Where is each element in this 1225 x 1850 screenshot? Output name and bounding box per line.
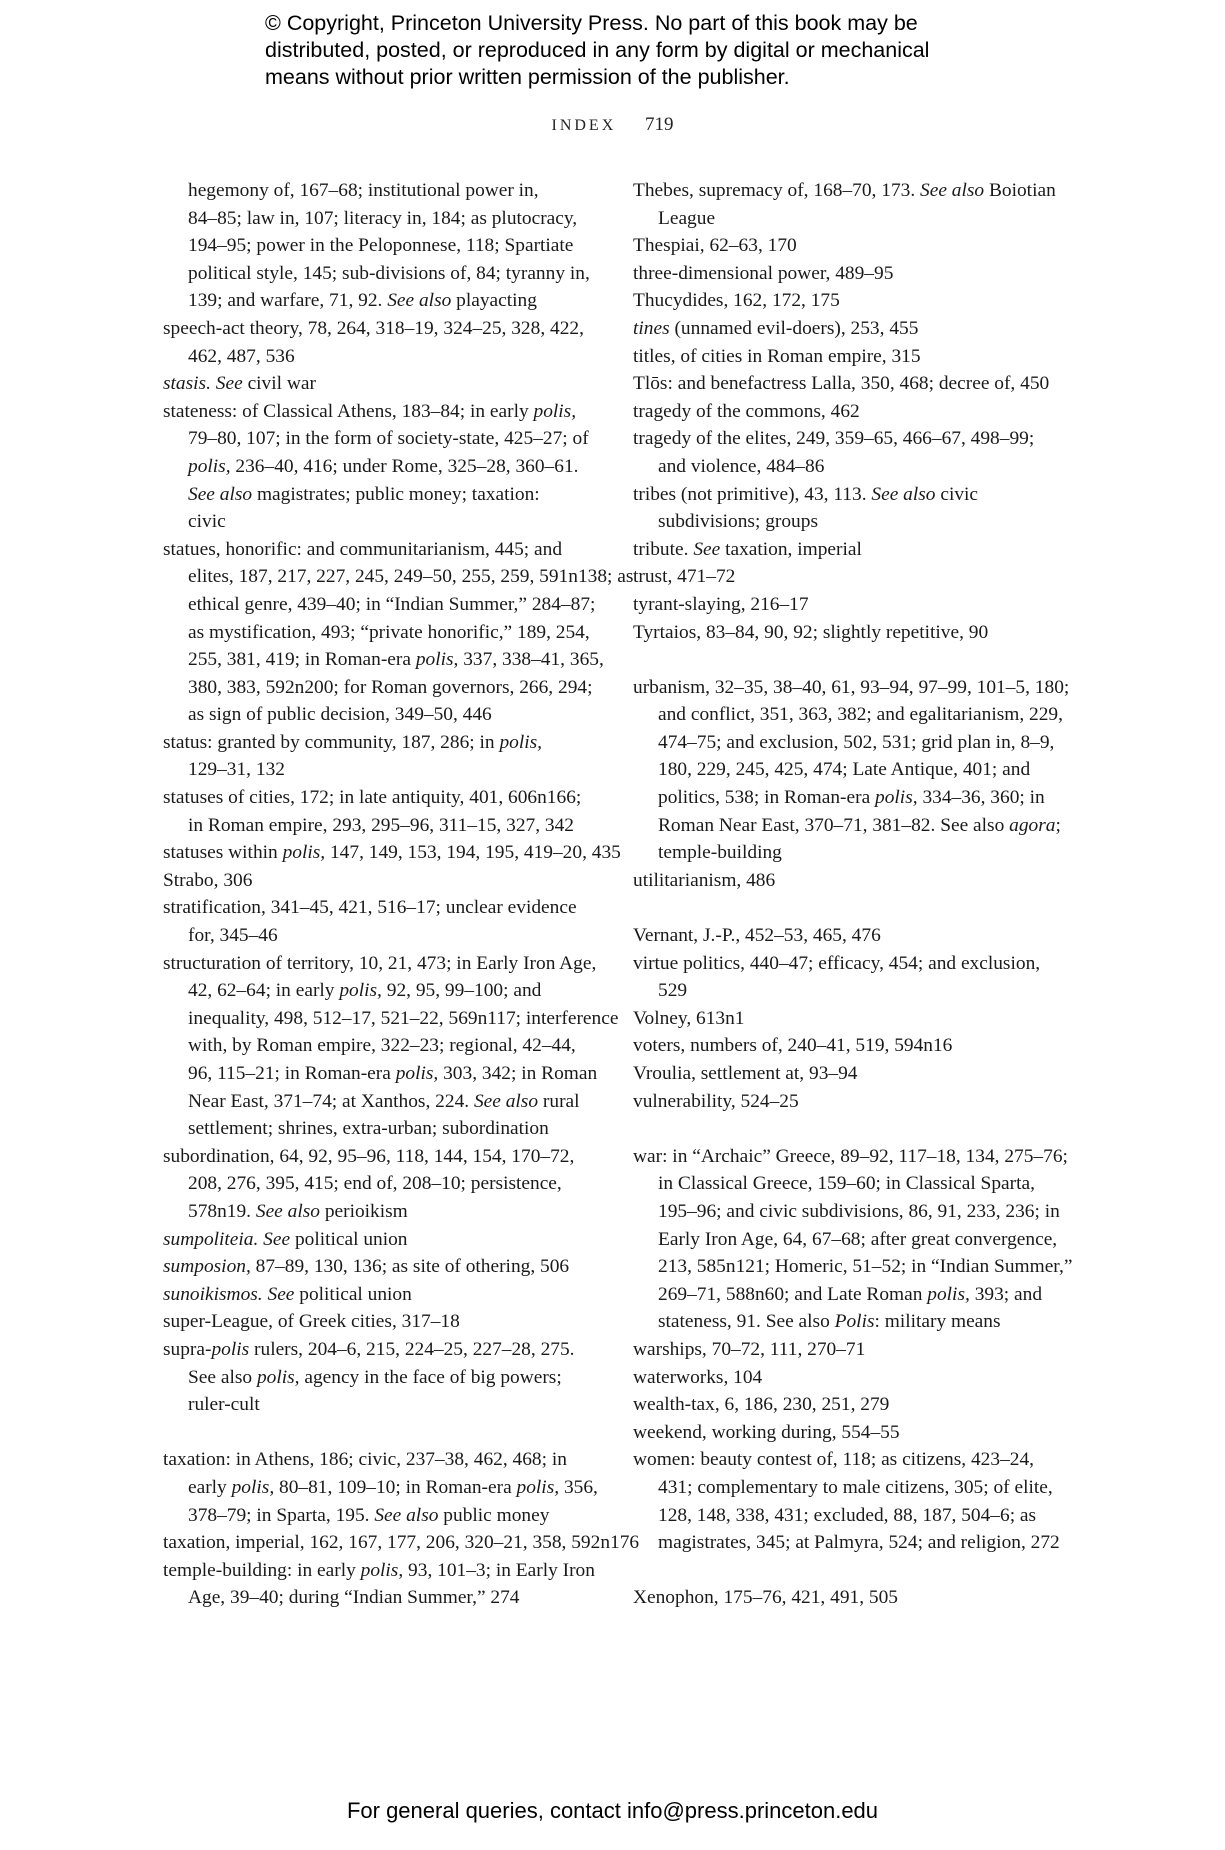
index-text: (unnamed evil-doers), 253, 455 [669, 317, 919, 339]
index-column-right [633, 177, 1081, 1612]
index-entry-continuation [633, 1253, 1081, 1281]
index-text: voters, numbers of, 240–41, 519, 594n16 [633, 1035, 953, 1057]
index-text: Xenophon, 175–76, 421, 491, 505 [633, 1587, 898, 1609]
index-entry [633, 398, 1081, 426]
index-text: Thespiai, 62–63, 170 [633, 235, 797, 257]
index-text: perioikism [319, 1200, 408, 1222]
index-entry [163, 1557, 611, 1585]
index-entry-continuation [163, 1170, 611, 1198]
index-text: 194–95; power in the Peloponnese, 118; Spartiate [188, 235, 574, 257]
index-text: 255, 381, 419; in Roman-era [188, 649, 416, 671]
index-text: 474–75; and exclusion, 502, 531; grid plan in, 8–9, [658, 731, 1055, 753]
index-text: 84–85; law in, 107; literacy in, 184; as plutocracy, [188, 207, 578, 229]
index-entry-continuation [633, 1474, 1081, 1502]
copyright-line: © Copyright, Princeton University Press. No part of this book may be [265, 11, 918, 35]
index-text-italic: polis, [339, 980, 382, 1002]
index-text: 208, 276, 395, 415; end of, 208–10; persistence, [188, 1173, 562, 1195]
index-text: public money [438, 1504, 550, 1526]
index-entry-continuation [163, 1474, 611, 1502]
entry-gap [633, 1557, 1081, 1585]
index-text: politics, 538; in Roman-era [658, 787, 876, 809]
index-text: 213, 585n121; Homeric, 51–52; in “Indian Summer,” [658, 1256, 1073, 1278]
index-text: 128, 148, 338, 431; excluded, 88, 187, 504–6; as [658, 1504, 1037, 1526]
index-entry-continuation [163, 674, 611, 702]
index-text-italic: See also [255, 1200, 320, 1222]
index-text: speech-act theory, 78, 264, 318–19, 324–25, 328, 422, [163, 317, 584, 339]
index-text: 431; complementary to male citizens, 305; of elite, [658, 1476, 1053, 1498]
index-text: Thucydides, 162, 172, 175 [633, 290, 840, 312]
index-text: utilitarianism, 486 [633, 869, 776, 891]
index-entry [633, 1143, 1081, 1171]
index-text: stratification, 341–45, 421, 516–17; unclear evidence [163, 897, 577, 919]
index-text: League [658, 207, 716, 229]
index-entry [163, 894, 611, 922]
index-text: status: granted by community, 187, 286; in [163, 731, 500, 753]
index-text: weekend, working during, 554–55 [633, 1421, 900, 1443]
index-entry [163, 950, 611, 978]
index-entry [163, 1336, 611, 1364]
index-entry-continuation [633, 729, 1081, 757]
index-text: titles, of cities in Roman empire, 315 [633, 345, 921, 367]
index-text: ; [1055, 814, 1061, 836]
index-entry [163, 398, 611, 426]
index-entry-continuation [633, 977, 1081, 1005]
index-text-italic: polis, [875, 787, 918, 809]
index-text: hegemony of, 167–68; institutional power in, [188, 180, 539, 201]
index-text: 87–89, 130, 136; as site of othering, 506 [250, 1256, 570, 1278]
index-entry [633, 1060, 1081, 1088]
index-entry-continuation [163, 481, 611, 509]
index-entry-continuation [163, 701, 611, 729]
index-text: trust, 471–72 [633, 566, 736, 588]
index-text: taxation: in Athens, 186; civic, 237–38, 462, 468; in [163, 1449, 567, 1471]
index-text: , 93, 101–3; in Early Iron [398, 1559, 595, 1581]
index-entry [163, 839, 621, 867]
index-entry-continuation [163, 1088, 611, 1116]
index-entry-continuation [163, 205, 611, 233]
page-number: 719 [645, 114, 674, 135]
index-text: three-dimensional power, 489–95 [633, 262, 894, 284]
index-entry-continuation [163, 922, 611, 950]
index-text: taxation, imperial, 162, 167, 177, 206, 320–21, 358, 592n176 [163, 1532, 640, 1554]
index-entry-continuation [163, 1391, 611, 1419]
index-entry [633, 260, 1081, 288]
index-entry [633, 481, 1081, 509]
index-text: agency in the face of big powers; [299, 1366, 562, 1388]
index-text: as mystification, 493; “private honorific,” 189, 254, [188, 621, 590, 643]
index-entry [163, 1143, 611, 1171]
copyright-line: distributed, posted, or reproduced in any form by digital or mechanical [265, 38, 930, 62]
index-text-italic: See also [920, 180, 985, 201]
index-text: as sign of public decision, 349–50, 446 [188, 704, 492, 726]
index-text: 462, 487, 536 [188, 345, 295, 367]
index-entry-continuation [163, 591, 611, 619]
index-entry-continuation [163, 1032, 611, 1060]
index-text: ruler-cult [188, 1394, 260, 1416]
index-text: and violence, 484–86 [658, 455, 825, 477]
index-text: 334–36, 360; in [917, 787, 1045, 809]
index-entry [633, 425, 1081, 453]
index-entry-continuation [163, 646, 611, 674]
index-text-italic: See also [188, 483, 253, 505]
index-entry [163, 1308, 611, 1336]
index-text: temple-building: in early [163, 1559, 361, 1581]
index-text: stateness: of Classical Athens, 183–84; in early [163, 400, 534, 422]
index-text-italic: See also [871, 483, 936, 505]
index-text: 269–71, 588n60; and Late Roman [658, 1283, 928, 1305]
index-text: 378–79; in Sparta, 195. [188, 1504, 375, 1526]
index-text: magistrates; public money; taxation: [252, 483, 540, 505]
index-entry [163, 1529, 640, 1557]
index-text-italic: sunoikismos. See [163, 1283, 295, 1305]
footer-contact: For general queries, contact info@press.princeton.edu [346, 1798, 879, 1823]
index-text: supra- [163, 1338, 212, 1360]
index-text: Vroulia, settlement at, 93–94 [633, 1063, 858, 1084]
index-text-italic: stasis. See [163, 373, 243, 395]
index-entry [633, 1584, 1081, 1612]
index-entry [633, 177, 1081, 205]
index-text: 80–81, 109–10; in Roman-era [274, 1476, 517, 1498]
index-entry [633, 867, 1081, 895]
index-text: Vernant, J.-P., 452–53, 465, 476 [633, 925, 881, 947]
index-text-italic: sumpoliteia. See [163, 1228, 291, 1250]
index-text-italic: See also [387, 290, 452, 312]
entry-gap [163, 1419, 611, 1447]
index-text: statuses within [163, 842, 283, 864]
index-entry [163, 536, 611, 564]
index-entry [633, 370, 1081, 398]
index-text: with, by Roman empire, 322–23; regional, 42–44, [188, 1035, 576, 1057]
index-entry [633, 536, 1081, 564]
index-entry [633, 315, 1081, 343]
index-text: tribes (not primitive), 43, 113. [633, 483, 872, 505]
index-text: ethical genre, 439–40; in “Indian Summer,” 284–87; [188, 593, 596, 615]
index-text: Near East, 371–74; at Xanthos, 224. [188, 1090, 474, 1112]
index-entry-continuation [633, 1170, 1081, 1198]
index-text: civil war [242, 373, 316, 395]
index-entry [163, 1281, 611, 1309]
index-text: 96, 115–21; in Roman-era [188, 1063, 396, 1084]
index-text-italic: polis, [256, 1366, 300, 1388]
index-text: 578n19. [188, 1200, 256, 1222]
index-entry-continuation [633, 205, 1081, 233]
index-entry [163, 867, 611, 895]
copyright-line: means without prior written permission of the publisher. [265, 65, 790, 89]
index-entry [163, 1446, 611, 1474]
index-text-italic: agora [1009, 814, 1056, 836]
index-text: 236–40, 416; under Rome, 325–28, 360–61. [230, 455, 579, 477]
index-text: 180, 229, 245, 425, 474; Late Antique, 401; and [658, 759, 1031, 781]
index-text: 380, 383, 592n200; for Roman governors, 266, 294; [188, 676, 593, 698]
index-entry-continuation [163, 1060, 611, 1088]
index-text-italic: polis, [395, 1063, 439, 1084]
index-entry-continuation [163, 177, 611, 205]
index-text: civic [188, 511, 226, 533]
index-entry-continuation [163, 260, 611, 288]
index-entry [633, 950, 1081, 978]
index-text: urbanism, 32–35, 38–40, 61, 93–94, 97–99, 101–5, 180; [633, 676, 1070, 698]
index-entry-continuation [163, 812, 611, 840]
index-entry-continuation [633, 812, 1081, 840]
index-text: in Roman empire, 293, 295–96, 311–15, 327, 342 [188, 814, 574, 836]
index-entry-continuation [633, 1198, 1081, 1226]
index-entry-continuation [163, 1005, 619, 1033]
index-text: Thebes, supremacy of, 168–70, 173. [633, 180, 921, 201]
index-entry [633, 619, 1081, 647]
index-text-italic: polis [211, 1338, 250, 1360]
index-text: Tlōs: and benefactress Lalla, 350, 468; decree of, 450 [633, 373, 1050, 395]
index-entry [633, 343, 1081, 371]
running-head-label: INDEX [551, 117, 617, 134]
index-text-italic: See [693, 538, 721, 560]
index-text-italic: polis [360, 1559, 399, 1581]
index-text: , 337, 338–41, 365, [453, 649, 604, 671]
index-text: inequality, 498, 512–17, 521–22, 569n117; interference [188, 1007, 619, 1029]
index-entry-continuation [163, 977, 611, 1005]
index-text: : military means [874, 1311, 1001, 1333]
index-entry [633, 287, 1081, 315]
index-text-italic: Polis [834, 1311, 875, 1333]
index-text: Age, 39–40; during “Indian Summer,” 274 [188, 1587, 520, 1609]
index-entry [163, 1253, 611, 1281]
index-text: 129–31, 132 [188, 759, 285, 781]
index-text-italic: polis [415, 649, 454, 671]
index-text: political style, 145; sub-divisions of, 84; tyranny in, [188, 262, 590, 284]
index-text: 147, 149, 153, 194, 195, 419–20, 435 [325, 842, 621, 864]
index-entry-continuation [633, 1502, 1081, 1530]
index-column-left [163, 177, 640, 1612]
index-text: Boiotian [984, 180, 1056, 201]
index-entry-continuation [163, 232, 611, 260]
index-text: 303, 342; in Roman [438, 1063, 598, 1084]
index-text: political union [290, 1228, 408, 1250]
index-text: 42, 62–64; in early [188, 980, 340, 1002]
index-entry-continuation [633, 1281, 1081, 1309]
index-text: Strabo, 306 [163, 869, 253, 891]
index-entry [163, 784, 611, 812]
index-text: warships, 70–72, 111, 270–71 [633, 1338, 866, 1360]
index-text: super-League, of Greek cities, 317–18 [163, 1311, 460, 1333]
index-text-italic: polis, [282, 842, 326, 864]
index-text-italic: polis, [927, 1283, 970, 1305]
index-text: Volney, 613n1 [633, 1007, 745, 1029]
index-entry [633, 1391, 1081, 1419]
index-text: 356, [559, 1476, 598, 1498]
index-entry [633, 563, 1081, 591]
index-text: subordination, 64, 92, 95–96, 118, 144, 154, 170–72, [163, 1145, 575, 1167]
index-text: elites, 187, 217, 227, 245, 249–50, 255, 259, 591n138; as [188, 566, 634, 588]
index-text-italic: sumposion, [163, 1256, 251, 1278]
index-text: war: in “Archaic” Greece, 89–92, 117–18, 134, 275–76; [633, 1145, 1068, 1167]
index-text: political union [294, 1283, 412, 1305]
index-text: vulnerability, 524–25 [633, 1090, 799, 1112]
index-entry [633, 1005, 1081, 1033]
index-text: wealth-tax, 6, 186, 230, 251, 279 [633, 1394, 890, 1416]
index-text: tragedy of the elites, 249, 359–65, 466–67, 498–99; [633, 428, 1035, 450]
index-text: virtue politics, 440–47; efficacy, 454; and exclusion, [633, 952, 1041, 974]
index-entry [633, 922, 1081, 950]
index-text: waterworks, 104 [633, 1366, 763, 1388]
index-entry-continuation [633, 784, 1081, 812]
index-text: rural [538, 1090, 580, 1112]
index-entry-continuation [163, 453, 611, 481]
index-entry [633, 1364, 1081, 1392]
index-entry-continuation [163, 1115, 611, 1143]
index-text: temple-building [658, 842, 782, 864]
entry-gap [633, 1115, 1081, 1143]
index-entry-continuation [163, 287, 611, 315]
index-text: for, 345–46 [188, 925, 278, 947]
index-text: tribute. [633, 538, 694, 560]
index-text-italic: See also [473, 1090, 539, 1112]
index-text: stateness, 91. See also [658, 1311, 835, 1333]
copyright-notice [265, 10, 1025, 91]
index-text: and conflict, 351, 363, 382; and egalitarianism, 229, [658, 704, 1063, 726]
index-entry-continuation [163, 619, 611, 647]
index-entry-continuation [633, 756, 1081, 784]
index-text: settlement; shrines, extra-urban; subordination [188, 1118, 549, 1140]
index-entry-continuation [633, 1529, 1081, 1557]
index-entry-continuation [633, 1308, 1081, 1336]
index-entry-continuation [633, 1226, 1081, 1254]
index-entry-continuation [163, 563, 634, 591]
index-text: 195–96; and civic subdivisions, 86, 91, 233, 236; in [658, 1200, 1060, 1222]
index-entry [633, 232, 1081, 260]
index-text-italic: polis, [516, 1476, 560, 1498]
index-entry [163, 1226, 611, 1254]
index-entry [163, 729, 611, 757]
index-entry-continuation [163, 343, 611, 371]
index-entry-continuation [633, 839, 1081, 867]
index-text: magistrates, 345; at Palmyra, 524; and religion, 272 [658, 1532, 1060, 1554]
index-entry [633, 1446, 1081, 1474]
index-text: early [188, 1476, 232, 1498]
entry-gap [633, 894, 1081, 922]
index-text-italic: polis, [188, 455, 231, 477]
index-text: playacting [451, 290, 537, 312]
index-text: taxation, imperial [720, 538, 862, 560]
index-text: 79–80, 107; in the form of society-state, 425–27; of [188, 428, 589, 450]
index-entry [633, 1088, 1081, 1116]
index-text: statues, honorific: and communitarianism, 445; and [163, 538, 563, 560]
index-entry-continuation [163, 1198, 611, 1226]
index-text-italic: polis, [499, 731, 542, 753]
index-text: 139; and warfare, 71, 92. [188, 290, 388, 312]
index-text: See also [188, 1366, 257, 1388]
index-text: Early Iron Age, 64, 67–68; after great convergence, [658, 1228, 1058, 1250]
index-entry-continuation [163, 1364, 611, 1392]
index-text: civic [935, 483, 979, 505]
index-text-italic: polis, [533, 400, 577, 422]
index-text-italic: See also [374, 1504, 439, 1526]
index-entry-continuation [163, 425, 611, 453]
index-text: Roman Near East, 370–71, 381–82. See also [658, 814, 1010, 836]
index-entry-continuation [163, 756, 611, 784]
index-entry [633, 591, 1081, 619]
index-entry [633, 1419, 1081, 1447]
index-text-italic: tines [633, 317, 670, 339]
index-entry-continuation [163, 508, 611, 536]
index-text: 92, 95, 99–100; and [381, 980, 542, 1002]
index-text: 529 [658, 980, 688, 1002]
index-text: tyrant-slaying, 216–17 [633, 593, 809, 615]
index-text: Tyrtaios, 83–84, 90, 92; slightly repetitive, 90 [633, 621, 989, 643]
index-text: structuration of territory, 10, 21, 473; in Early Iron Age, [163, 952, 597, 974]
index-entry-continuation [633, 508, 1081, 536]
entry-gap [633, 646, 1081, 674]
index-text: statuses of cities, 172; in late antiquity, 401, 606n166; [163, 787, 582, 809]
index-entry-continuation [163, 1584, 611, 1612]
index-text: subdivisions; groups [658, 511, 818, 533]
index-entry [633, 1336, 1081, 1364]
index-text: tragedy of the commons, 462 [633, 400, 860, 422]
index-entry [163, 315, 611, 343]
index-text: 393; and [969, 1283, 1043, 1305]
index-entry [633, 674, 1081, 702]
index-entry [163, 370, 611, 398]
index-entry-continuation [633, 701, 1081, 729]
index-entry [633, 1032, 1081, 1060]
index-entry-continuation [633, 453, 1081, 481]
index-entry-continuation [163, 1502, 611, 1530]
index-text: in Classical Greece, 159–60; in Classical Sparta, [658, 1173, 1035, 1195]
running-head [0, 114, 1225, 136]
index-text-italic: polis, [231, 1476, 275, 1498]
index-text: rulers, 204–6, 215, 224–25, 227–28, 275. [249, 1338, 575, 1360]
index-text: women: beauty contest of, 118; as citizens, 423–24, [633, 1449, 1035, 1471]
